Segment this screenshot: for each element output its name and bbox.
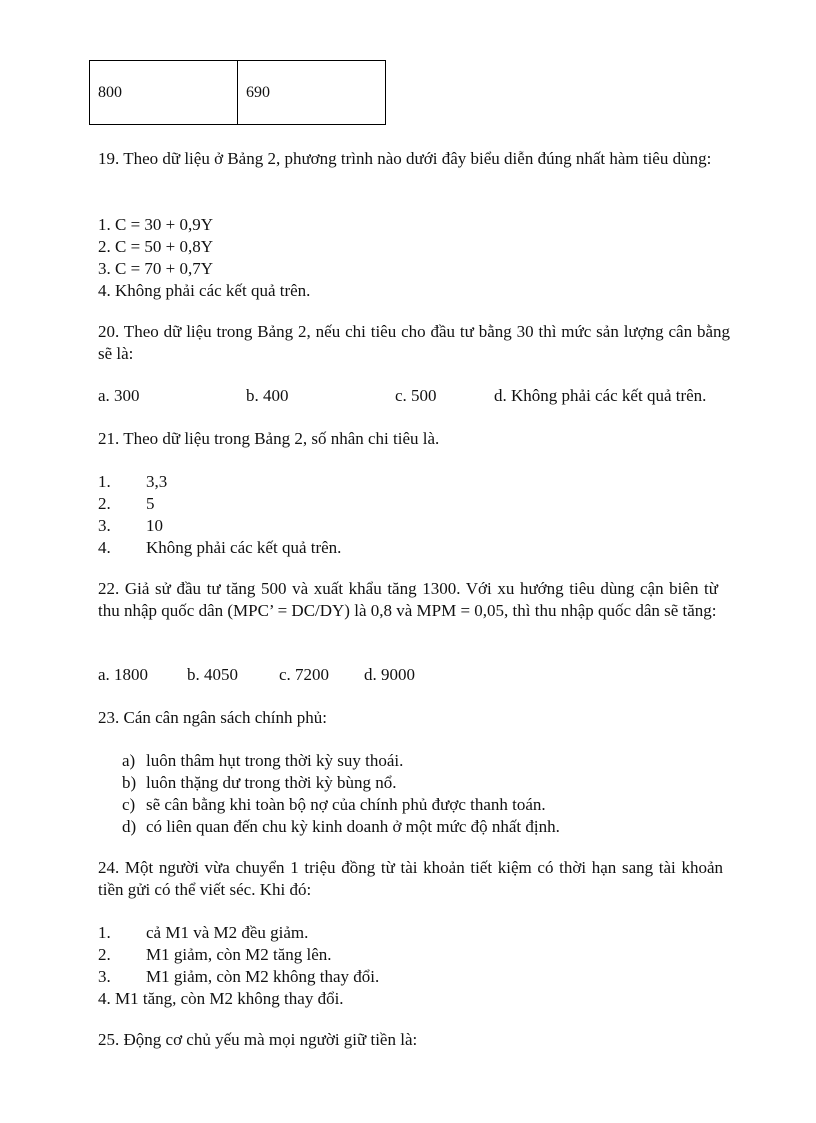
question-23-text: 23. Cán cân ngân sách chính phủ: [98, 708, 327, 727]
question-22-text: 22. Giả sử đầu tư tăng 500 và xuất khẩu tăng 1300. Với xu hướng tiêu dùng cận biên từ thu nhập quốc dân (MPC’ = DC/DY) là 0,8 và MPM = 0,05, thì thu nhập quốc dân sẽ tăng: [98, 579, 718, 620]
question-22-options [98, 664, 738, 686]
option-item: 1. 3,3 [98, 472, 168, 491]
option-item: c. 500 [395, 386, 437, 405]
option-item: a. 300 [98, 386, 140, 405]
option-item: 2. C = 50 + 0,8Y [98, 237, 214, 256]
option-item: d) có liên quan đến chu kỳ kinh doanh ở một mức độ nhất định. [122, 817, 560, 836]
option-item: d. Không phải các kết quả trên. [494, 386, 707, 405]
option-item: c) sẽ cân bằng khi toàn bộ nợ của chính phủ được thanh toán. [122, 795, 546, 814]
option-item: 3. M1 giảm, còn M2 không thay đổi. [98, 967, 380, 986]
option-item: a) luôn thâm hụt trong thời kỳ suy thoái. [122, 751, 404, 770]
option-item: b) luôn thặng dư trong thời kỳ bùng nổ. [122, 773, 397, 792]
option-item: 1. C = 30 + 0,9Y [98, 215, 214, 234]
option-item: a. 1800 [98, 665, 149, 684]
option-item: b. 4050 [187, 665, 238, 684]
question-23-options [122, 750, 762, 838]
option-item: c. 7200 [279, 665, 330, 684]
table-row [90, 61, 386, 125]
question-20-text: 20. Theo dữ liệu trong Bảng 2, nếu chi tiêu cho đầu tư bằng 30 thì mức sản lượng cân bằng sẽ là: [98, 322, 730, 363]
question-21-options [98, 471, 738, 559]
option-item: 3. 10 [98, 516, 163, 535]
option-item: 1. cả M1 và M2 đều giảm. [98, 923, 309, 942]
option-item: 4. Không phải các kết quả trên. [98, 538, 342, 557]
question-19-text: 19. Theo dữ liệu ở Bảng 2, phương trình nào dưới đây biểu diễn đúng nhất hàm tiêu dùng: [98, 149, 712, 168]
data-table-fragment [89, 60, 386, 125]
option-item: b. 400 [246, 386, 289, 405]
question-24-options [98, 922, 738, 1010]
question-21-text: 21. Theo dữ liệu trong Bảng 2, số nhân chi tiêu là. [98, 429, 440, 448]
question-25-text: 25. Động cơ chủ yếu mà mọi người giữ tiền là: [98, 1030, 418, 1049]
table-cell: 690 [238, 61, 386, 125]
option-item: 4. Không phải các kết quả trên. [98, 281, 311, 300]
question-20-options [98, 385, 738, 407]
question-19-options [98, 214, 738, 302]
option-item: d. 9000 [364, 665, 415, 684]
question-24-text: 24. Một người vừa chuyển 1 triệu đồng từ tài khoản tiết kiệm có thời hạn sang tài khoản tiền gửi có thể viết séc. Khi đó: [98, 858, 723, 899]
option-item: 2. 5 [98, 494, 155, 513]
option-item: 4. M1 tăng, còn M2 không thay đổi. [98, 989, 344, 1008]
option-item: 2. M1 giảm, còn M2 tăng lên. [98, 945, 332, 964]
table-cell: 800 [90, 61, 238, 125]
option-item: 3. C = 70 + 0,7Y [98, 259, 214, 278]
